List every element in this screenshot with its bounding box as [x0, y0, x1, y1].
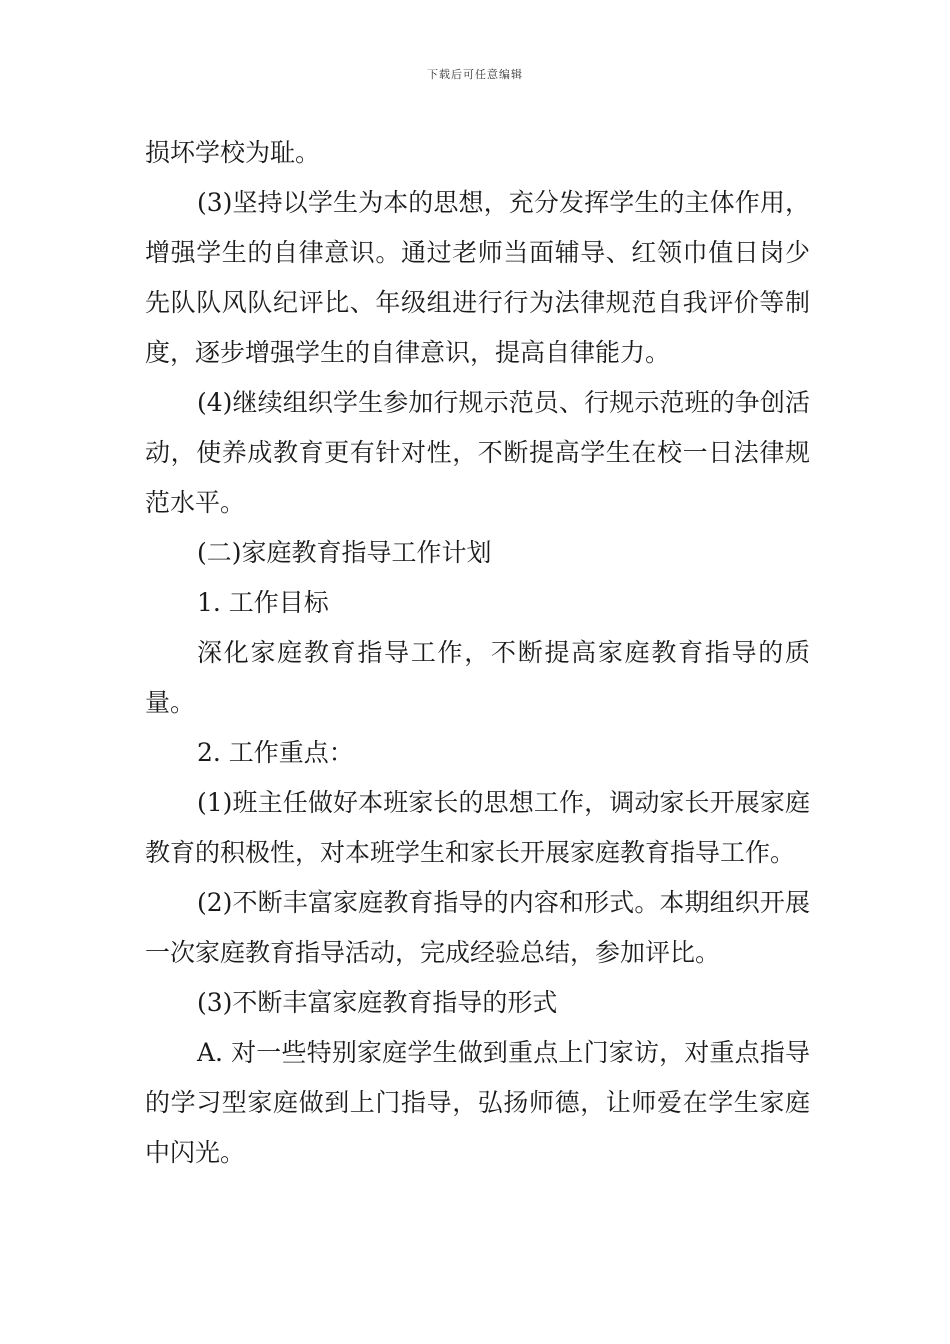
document-body — [145, 128, 810, 1178]
paragraph: (3)坚持以学生为本的思想，充分发挥学生的主体作用，增强学生的自律意识。通过老师当面辅导、红领巾值日岗少先队队风队纪评比、年级组进行行为法律规范自我评价等制度，逐步增强学生的自律意识，提高自律能力。 — [145, 188, 810, 367]
paragraph: (4)继续组织学生参加行规示范员、行规示范班的争创活动，使养成教育更有针对性，不断提高学生在校一日法律规范水平。 — [145, 388, 810, 517]
section-heading: (二)家庭教育指导工作计划 — [197, 538, 492, 567]
paragraph: 深化家庭教育指导工作，不断提高家庭教育指导的质量。 — [145, 638, 810, 717]
paragraph: (2)不断丰富家庭教育指导的内容和形式。本期组织开展一次家庭教育指导活动，完成经验总结，参加评比。 — [145, 888, 810, 967]
paragraph: (3)不断丰富家庭教育指导的形式 — [197, 988, 558, 1017]
paragraph: 损坏学校为耻。 — [145, 138, 321, 167]
subheading: 2. 工作重点： — [197, 738, 354, 767]
paragraph: A. 对一些特别家庭学生做到重点上门家访，对重点指导的学习型家庭做到上门指导，弘扬师德，让师爱在学生家庭中闪光。 — [145, 1038, 810, 1167]
subheading: 1. 工作目标 — [197, 588, 329, 617]
paragraph: (1)班主任做好本班家长的思想工作，调动家长开展家庭教育的积极性，对本班学生和家长开展家庭教育指导工作。 — [145, 788, 810, 867]
header-note: 下载后可任意编辑 — [427, 68, 523, 81]
